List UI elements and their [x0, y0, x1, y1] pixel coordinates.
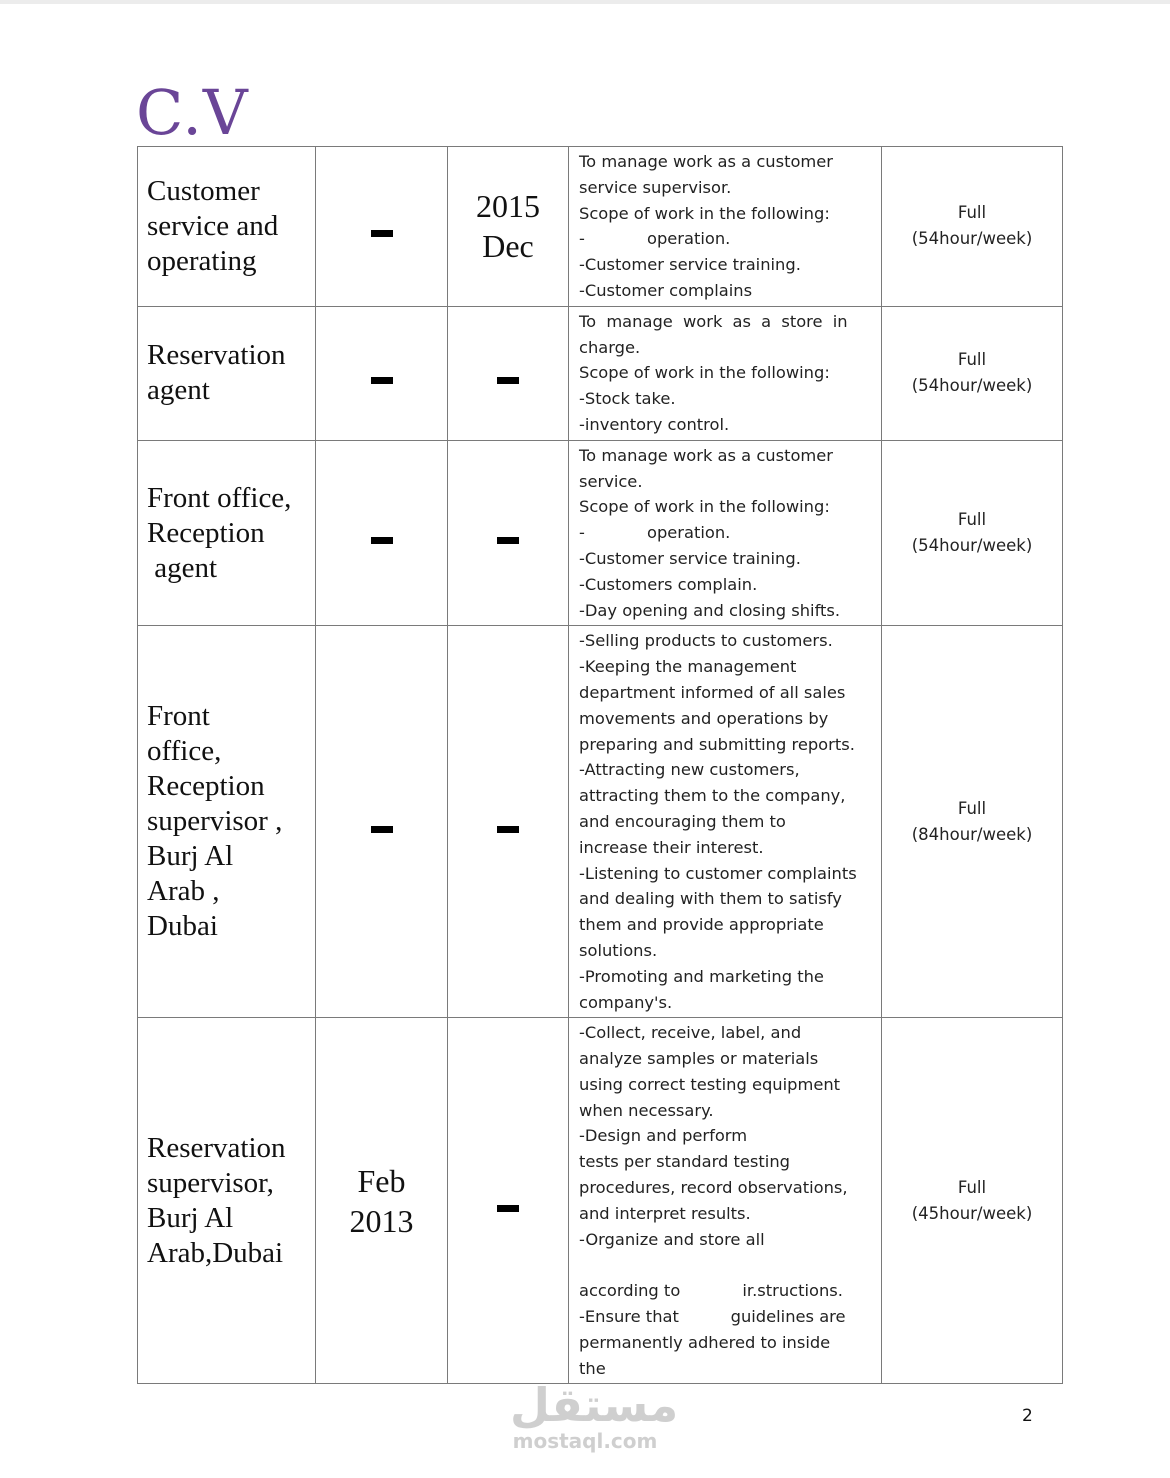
description-cell: To manage work as a customer service supervisor. Scope of work in the following: - operation. -Customer service training. -Customer complains — [569, 147, 882, 307]
empty-dash — [497, 377, 519, 384]
empty-dash — [371, 230, 393, 237]
to-cell — [448, 440, 569, 626]
from-cell — [316, 306, 448, 440]
work-type-cell: Full (54hour/week) — [882, 147, 1063, 307]
to-cell — [448, 306, 569, 440]
work-type-cell: Full (84hour/week) — [882, 626, 1063, 1018]
position-cell: Reservation agent — [138, 306, 316, 440]
experience-table — [137, 146, 1063, 1384]
table-row — [138, 1018, 1063, 1384]
position-cell: Front office, Reception agent — [138, 440, 316, 626]
description-cell: -Selling products to customers. -Keeping the management department informed of all sales movements and operations by preparing and submitting reports. -Attracting new customers, attracting them to the company, and encouraging them to increase their interest. -Listening to customer complaints and dealing with them to satisfy them and provide appropriate solutions. -Promoting and marketing the company's. — [569, 626, 882, 1018]
empty-dash — [371, 377, 393, 384]
description-cell: -Collect, receive, label, and analyze samples or materials using correct testing equipment when necessary. -Design and perform tests per standard testing procedures, record observations, and interpret results. -Organize and store all according to ir.structions. -Ensure that guidelines are permanently adhered to inside the — [569, 1018, 882, 1384]
table-row — [138, 147, 1063, 307]
logo-arabic-text: مستقل — [510, 1378, 679, 1432]
work-type-cell: Full (54hour/week) — [882, 440, 1063, 626]
from-cell — [316, 440, 448, 626]
page-number: 2 — [1022, 1406, 1033, 1426]
empty-dash — [497, 1205, 519, 1212]
from-cell — [316, 626, 448, 1018]
table-row — [138, 306, 1063, 440]
to-cell — [448, 626, 569, 1018]
position-cell: Reservation supervisor, Burj Al Arab,Dubai — [138, 1018, 316, 1384]
work-type-cell: Full (45hour/week) — [882, 1018, 1063, 1384]
to-cell: 2015 Dec — [448, 147, 569, 307]
logo-url-text: mostaql.com — [512, 1429, 658, 1453]
top-edge — [0, 0, 1170, 4]
description-cell: To manage work as a customer service. Scope of work in the following: - operation. -Customer service training. -Customers complain. -Day opening and closing shifts. — [569, 440, 882, 626]
page-title: C.V — [136, 76, 249, 149]
from-cell: Feb 2013 — [316, 1018, 448, 1384]
from-cell — [316, 147, 448, 307]
work-type-cell: Full (54hour/week) — [882, 306, 1063, 440]
to-cell — [448, 1018, 569, 1384]
empty-dash — [497, 826, 519, 833]
watermark-logo — [510, 1378, 679, 1453]
table-row — [138, 626, 1063, 1018]
position-cell: Customer service and operating — [138, 147, 316, 307]
empty-dash — [371, 826, 393, 833]
description-cell: To manage work as a store in charge. Scope of work in the following: -Stock take. -inventory control. — [569, 306, 882, 440]
table-row — [138, 440, 1063, 626]
empty-dash — [497, 537, 519, 544]
position-cell: Front office, Reception supervisor , Burj Al Arab , Dubai — [138, 626, 316, 1018]
empty-dash — [371, 537, 393, 544]
